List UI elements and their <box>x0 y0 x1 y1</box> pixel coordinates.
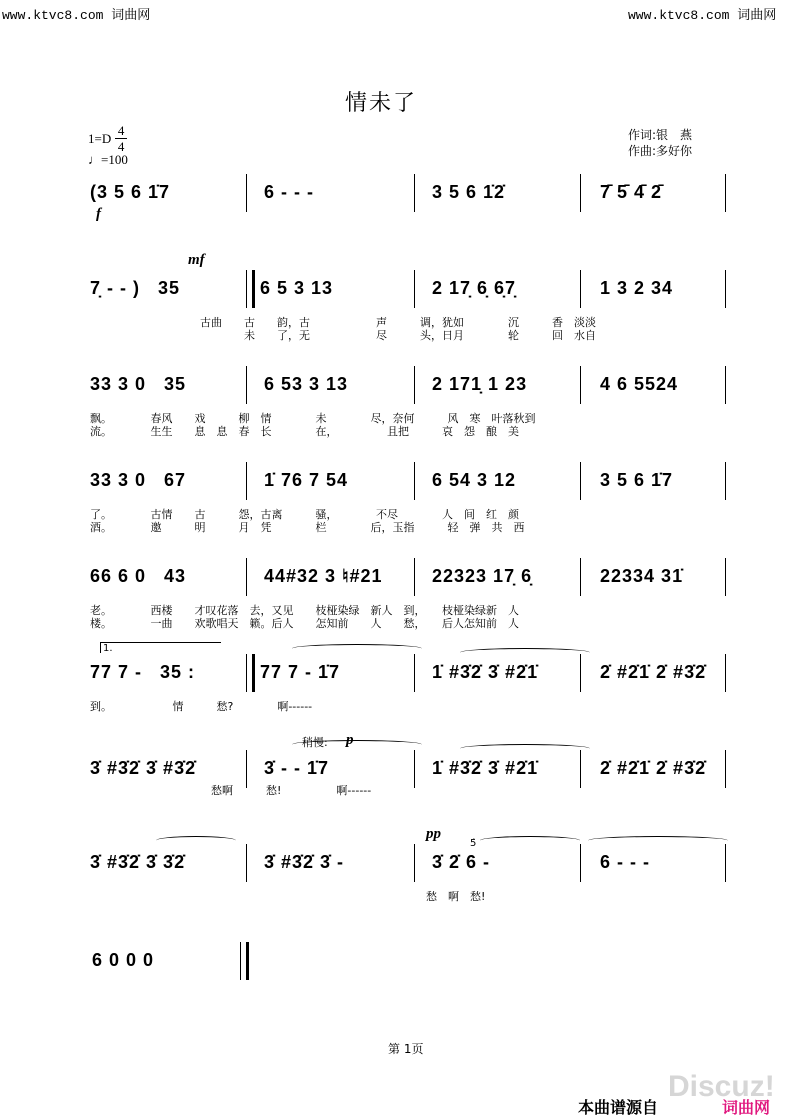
lyrics-verse-1: 到。 情 愁? 啊------ <box>90 700 313 713</box>
song-title: 情未了 <box>345 91 418 116</box>
measure: 6 5 3 13 <box>260 278 334 298</box>
lyrics-verse-2: 流。 生生 息 息 春 长 在， 且把 哀 怨 酿 美 <box>90 425 519 438</box>
measure: 3̇ 2̇ 6 - <box>432 852 491 872</box>
measure: 1̇ #3̇2̇ 3̇ #2̇1̇ <box>432 662 539 682</box>
measure: 3 5 6 1̇2̇ <box>432 182 506 202</box>
key-signature <box>88 124 127 153</box>
faded-logo: Discuz! <box>668 1070 775 1103</box>
watermark-right: www.ktvc8.com 词曲网 <box>628 8 777 23</box>
measure: 1̇ 76 7 54 <box>264 470 349 490</box>
measure: 77 7 - 1̇7 <box>260 662 341 682</box>
measure: 44#32 3 ♮#21 <box>264 566 383 586</box>
lyrics-verse-1: 愁 啊 愁! <box>426 890 486 903</box>
tempo <box>88 152 128 167</box>
measure: 6 - - - <box>264 182 314 202</box>
lyrics-verse-1: 飘。 春风 戏 柳 情 未 尽，奈何 风 寒 叶落秋到 <box>90 412 536 425</box>
watermark-left: www.ktvc8.com 词曲网 <box>2 8 151 23</box>
key: 1=D <box>88 131 112 146</box>
grace-note: 5̇ <box>470 838 477 849</box>
measure: 66 6 0 43 <box>90 566 187 586</box>
score-row-8 <box>90 826 730 903</box>
time-top: 4 <box>117 123 125 138</box>
source-site-link[interactable]: 词曲网 <box>722 1098 771 1117</box>
composer: 作曲:多好你 <box>628 144 693 158</box>
lyrics-verse-1: 愁啊 愁! 啊------ <box>90 784 372 797</box>
measure: 2̇ #2̇1̇ 2̇ #3̇2̇ <box>600 758 707 778</box>
measure: 22334 31̇ <box>600 566 684 586</box>
score-row-5 <box>90 566 730 630</box>
lyrics-verse-1: 了。 古情 古 怨，古离 骚， 不尽 人 间 红 颜 <box>90 508 519 521</box>
lyrics-verse-1: 古曲 古 韵，古 声 调，犹如 沉 香 淡淡 <box>200 316 596 329</box>
score-row-4 <box>90 470 730 534</box>
score-row-2 <box>90 252 730 342</box>
score-row-7 <box>90 732 730 798</box>
tempo-value: =100 <box>101 152 128 167</box>
quarter-note-icon: ♩ <box>88 152 101 167</box>
measure: 3̇ #3̇2̇ 3̇ 3̇2̇ <box>90 852 186 872</box>
dynamic-mark: pp <box>426 826 441 842</box>
measure: 77 7 - 35 : <box>90 662 196 682</box>
volta-label: 1. <box>103 643 113 654</box>
page-number: 第 1页 <box>388 1042 424 1056</box>
time-bottom: 4 <box>117 139 125 154</box>
score-row-3 <box>90 374 730 438</box>
measure: 7̄ 5̄ 4̄ 2̄ <box>600 182 663 202</box>
measure: 1 3 2 34 <box>600 278 674 298</box>
measure: 4 6 5524 <box>600 374 679 394</box>
lyrics-verse-2: 未 了，无 尽 头，日月 轮 回 水自 <box>200 329 596 342</box>
score-row-9 <box>90 950 730 990</box>
measure: 3̇ #3̇2̇ 3̇ #3̇2̇ <box>90 758 197 778</box>
measure: 3 5 6 1̇7 <box>600 470 674 490</box>
tempo-mark: 稍慢: <box>302 736 328 749</box>
measure: 2 171̣ 1 23 <box>432 374 528 394</box>
source-label: 本曲谱源自 <box>578 1098 659 1117</box>
lyricist: 作词:银 燕 <box>628 128 693 142</box>
measure: 6 54 3 12 <box>432 470 517 490</box>
time-signature <box>115 124 127 153</box>
measure: 1̇ #3̇2̇ 3̇ #2̇1̇ <box>432 758 539 778</box>
dynamic-mark: f <box>96 206 101 222</box>
measure: 7̣ - - ) 35 <box>90 278 181 298</box>
volta-bracket <box>100 642 221 653</box>
measure: 33 3 0 35 <box>90 374 187 394</box>
measure: 3̇ #3̇2̇ 3̇ - <box>264 852 345 872</box>
measure: 2 17̣ 6̣ 6̣7̣ <box>432 278 517 298</box>
measure: 3̇ - - 1̇7 <box>264 758 330 778</box>
lyrics-verse-2: 楼。 一曲 欢歌唱天 籁。后人 怎知前 人 愁， 后人怎知前 人 <box>90 617 519 630</box>
score-row-1 <box>90 182 730 222</box>
lyrics-verse-2: 酒。 邀 明 月 凭 栏 后，玉指 轻 弹 共 西 <box>90 521 525 534</box>
measure: 6 - - - <box>600 852 650 872</box>
measure: 22323 17̣ 6̣ <box>432 566 533 586</box>
measure: 2̇ #2̇1̇ 2̇ #3̇2̇ <box>600 662 707 682</box>
measure: 33 3 0 67 <box>90 470 187 490</box>
measure: 6 53 3 13 <box>264 374 349 394</box>
measure: 6 0 0 0 <box>92 950 155 970</box>
dynamic-mark: p <box>346 732 354 748</box>
dynamic-mark: mf <box>188 252 205 268</box>
lyrics-verse-1: 老。 西楼 才叹花落 去，又见 枝桠染绿 新人 到， 枝桠染绿新 人 <box>90 604 519 617</box>
score-row-6 <box>90 643 730 713</box>
measure: (3 5 6 1̇7 <box>90 182 171 202</box>
